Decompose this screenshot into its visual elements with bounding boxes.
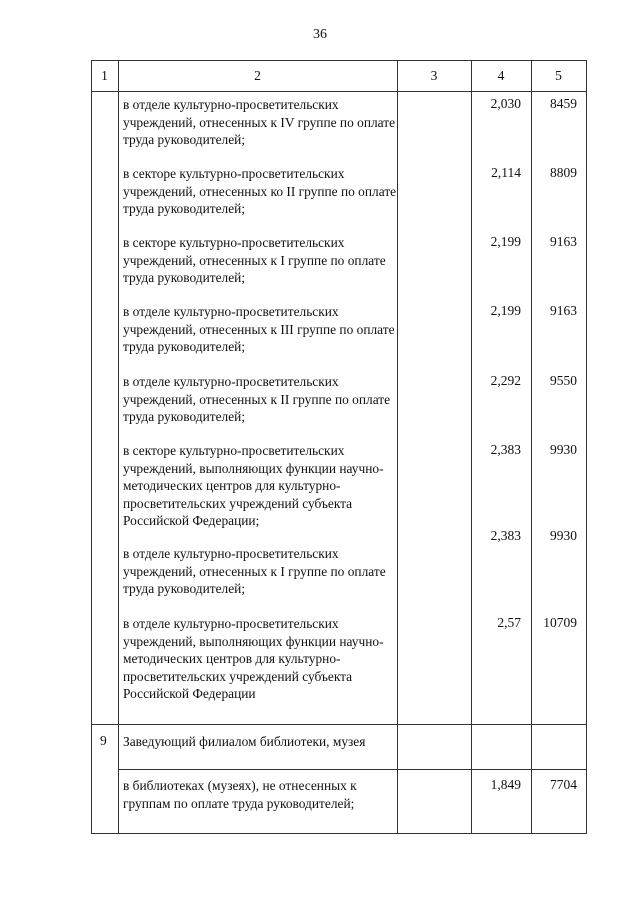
row-coef: 2,57	[497, 615, 521, 630]
header-col-5: 5	[555, 68, 562, 83]
row-coef: 2,199	[490, 234, 521, 249]
row-salary: 9163	[550, 303, 577, 318]
row-desc: в отделе культурно-просветительских учреждений, отнесенных к III группе по оплате труда руководителей;	[123, 304, 395, 355]
row-desc: в секторе культурно-просветительских учреждений, отнесенных к I группе по оплате труда руководителей;	[123, 235, 386, 286]
row-salary: 9930	[550, 528, 577, 543]
row-desc: в отделе культурно-просветительских учреждений, выполняющих функции научно-методических центров для культурно-просветительских учреждений субъекта Российской Федерации	[123, 616, 384, 702]
row-salary: 7704	[550, 777, 577, 792]
header-col-2: 2	[254, 68, 261, 83]
row-salary: 8809	[550, 165, 577, 180]
row-salary: 8459	[550, 96, 577, 111]
row-coef: 2,292	[490, 373, 521, 388]
row-salary: 10709	[543, 615, 577, 630]
page-number: 36	[313, 27, 327, 42]
row-desc: в секторе культурно-просветительских учреждений, отнесенных ко II группе по оплате труда руководителей;	[123, 166, 397, 217]
row-desc: в секторе культурно-просветительских учреждений, выполняющих функции научно-методических центров для культурно-просветительских учреждений субъекта Российской Федерации;	[123, 443, 384, 529]
row-desc: в отделе культурно-просветительских учреждений, отнесенных к IV группе по оплате труда руководителей;	[123, 97, 396, 148]
row-salary: 9550	[550, 373, 577, 388]
header-col-3: 3	[430, 68, 438, 83]
row-salary: 9930	[550, 442, 577, 457]
row-desc: в отделе культурно-просветительских учреждений, отнесенных к II группе по оплате труда руководителей;	[123, 374, 391, 425]
item-number: 9	[100, 733, 107, 748]
row-coef: 2,199	[490, 303, 521, 318]
header-col-4: 4	[497, 68, 505, 83]
item-title: Заведующий филиалом библиотеки, музея	[123, 734, 366, 749]
row-desc: в библиотеках (музеях), не отнесенных к группам по оплате труда руководителей;	[123, 778, 357, 811]
row-desc: в отделе культурно-просветительских учреждений, отнесенных к I группе по оплате труда руководителей;	[123, 546, 386, 597]
row-salary: 9163	[550, 234, 577, 249]
row-coef: 1,849	[490, 777, 521, 792]
row-coef: 2,383	[490, 442, 521, 457]
row-coef: 2,383	[490, 528, 521, 543]
row-coef: 2,114	[491, 165, 521, 180]
row-coef: 2,030	[490, 96, 521, 111]
header-col-1: 1	[101, 68, 108, 83]
